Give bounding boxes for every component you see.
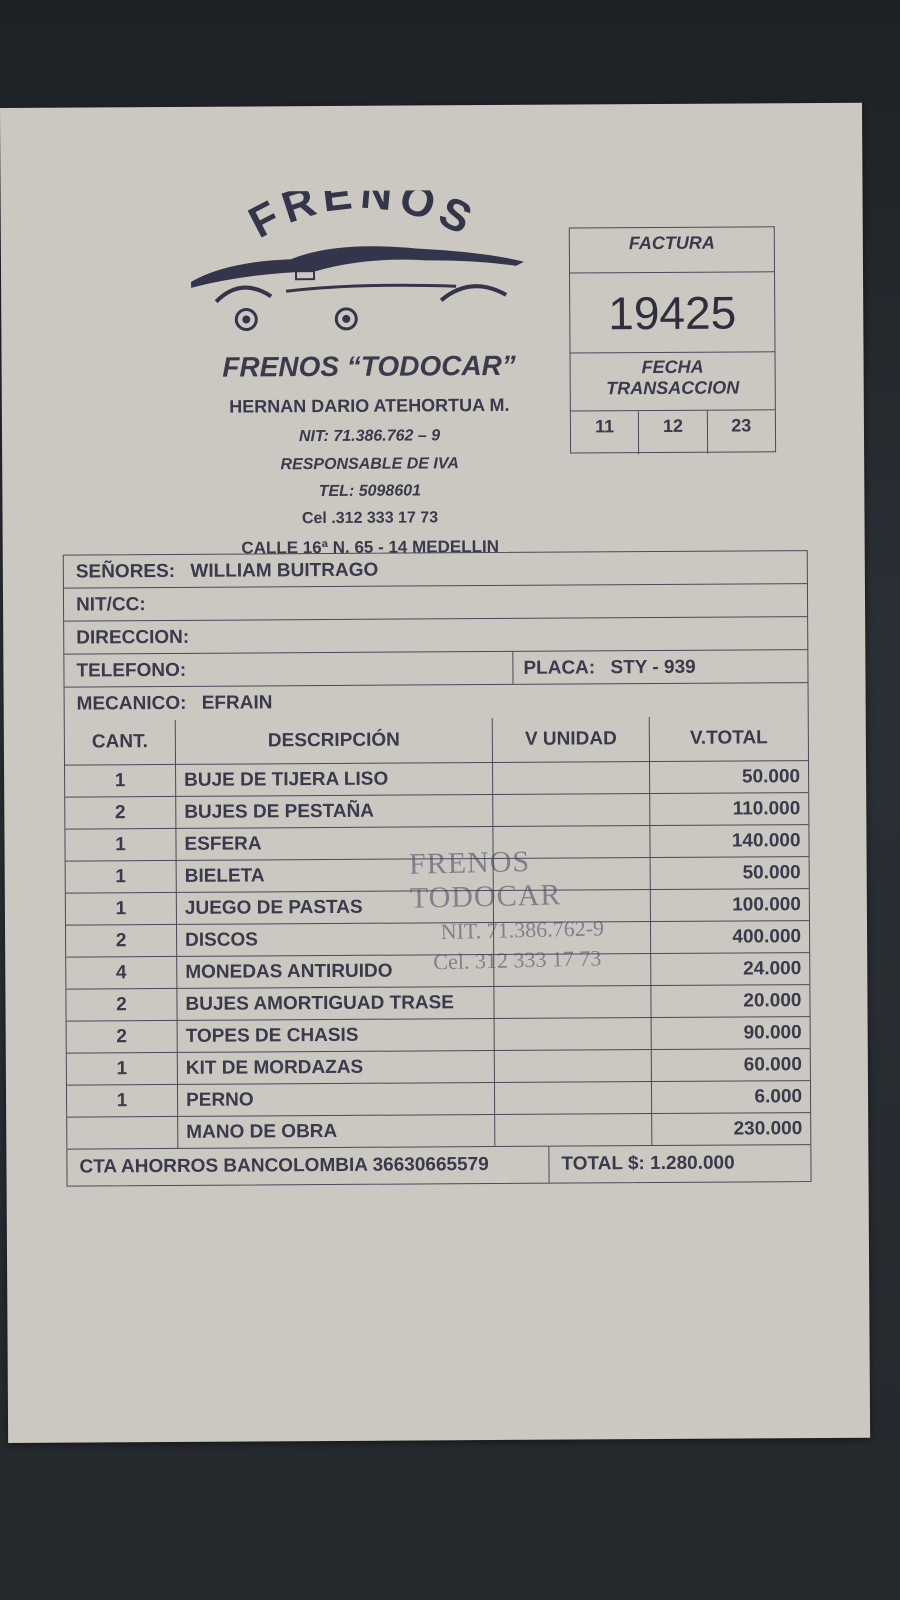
table-row — [67, 1081, 810, 1118]
stamp-company: FRENOS TODOCAR — [408, 845, 562, 915]
row-unit-price — [494, 1050, 651, 1083]
row-qty: 2 — [66, 988, 177, 1021]
row-qty: 1 — [67, 1052, 178, 1085]
row-unit-price — [493, 762, 650, 795]
shop-name: FRENOS “TODOCAR” — [222, 349, 516, 383]
row-total: 230.000 — [652, 1113, 811, 1146]
table-row — [65, 761, 808, 798]
customer-nit-row — [64, 584, 807, 622]
table-row — [67, 1049, 810, 1086]
table-row — [67, 1017, 810, 1054]
row-unit-price — [494, 1082, 651, 1115]
row-total: 90.000 — [651, 1017, 810, 1050]
row-description: BUJES AMORTIGUAD TRASE — [177, 986, 494, 1020]
row-unit-price — [495, 1114, 652, 1147]
row-description: TOPES DE CHASIS — [177, 1018, 494, 1052]
svg-text:FRENOS — [241, 190, 485, 248]
placa-label: PLACA: — [523, 657, 596, 679]
row-description: BUJES DE PESTAÑA — [176, 795, 493, 829]
transaccion-label: TRANSACCION — [606, 377, 740, 399]
company-stamp — [408, 842, 681, 975]
row-description: BUJE DE TIJERA LISO — [176, 763, 493, 797]
telefono-label: TELEFONO: — [76, 659, 187, 682]
mecanico-label: MECANICO: — [76, 692, 187, 715]
row-qty: 1 — [67, 1084, 178, 1117]
row-unit-price — [494, 1018, 651, 1051]
row-qty: 1 — [66, 892, 177, 925]
row-description: KIT DE MORDAZAS — [177, 1050, 494, 1084]
stamp-cel: Cel. 312 333 17 73 — [433, 945, 602, 975]
invoice-title: FACTURA — [570, 227, 774, 273]
row-qty: 1 — [66, 860, 177, 893]
row-total: 24.000 — [651, 953, 810, 986]
placa-value: STY - 939 — [610, 656, 696, 679]
table-row — [65, 793, 808, 830]
header-unit-price: V UNIDAD — [492, 717, 649, 762]
row-qty: 2 — [67, 1020, 178, 1053]
row-total: 140.000 — [650, 825, 809, 858]
shop-nit: NIT: 71.386.762 – 9 — [298, 427, 441, 446]
row-description: MANO DE OBRA — [178, 1114, 495, 1148]
row-qty: 1 — [65, 828, 176, 861]
row-unit-price — [493, 794, 650, 827]
shop-address: CALLE 16ª N. 65 - 14 MEDELLIN — [241, 536, 500, 558]
fecha-label: FECHA — [641, 356, 704, 378]
shop-cell: Cel .312 333 17 73 — [301, 509, 439, 528]
row-total: 50.000 — [650, 857, 809, 890]
invoice-footer — [67, 1145, 810, 1186]
senores-label: SEÑORES: — [75, 560, 176, 583]
row-unit-price — [494, 986, 651, 1019]
row-description: JUEGO DE PASTAS — [176, 891, 493, 925]
row-total: 400.000 — [650, 921, 809, 954]
row-total: 50.000 — [650, 761, 809, 794]
items-header-row — [65, 716, 808, 765]
row-description: MONEDAS ANTIRUIDO — [177, 955, 494, 989]
invoice-number: 19425 — [570, 272, 774, 353]
row-qty: 4 — [66, 956, 177, 989]
row-qty — [67, 1116, 178, 1149]
row-description: ESFERA — [176, 827, 493, 861]
date-day: 11 — [571, 411, 640, 454]
invoice-total: TOTAL $: 1.280.000 — [561, 1152, 735, 1175]
invoice-number-box — [569, 226, 776, 453]
row-description: DISCOS — [176, 923, 493, 957]
owner-name: HERNAN DARIO ATEHORTUA M. — [229, 394, 510, 417]
invoice-paper — [0, 103, 870, 1443]
customer-name: WILLIAM BUITRAGO — [190, 559, 379, 582]
row-total: 60.000 — [651, 1049, 810, 1082]
customer-phone-row — [64, 650, 807, 688]
direccion-label: DIRECCION: — [76, 626, 190, 649]
mechanic-row — [65, 683, 808, 721]
header-total: V.TOTAL — [649, 716, 808, 761]
stamp-nit: NIT. 71.386.762-9 — [440, 915, 605, 945]
row-qty: 1 — [65, 764, 176, 797]
mecanico-value: EFRAIN — [201, 692, 273, 714]
row-qty: 2 — [65, 796, 176, 829]
header-qty: CANT. — [65, 720, 176, 765]
customer-name-row — [64, 551, 807, 589]
header-description: DESCRIPCIÓN — [175, 718, 492, 764]
transaction-date-label — [571, 352, 775, 411]
row-qty: 2 — [66, 924, 177, 957]
logo-word: FRENOS — [241, 189, 485, 248]
row-description: BIELETA — [176, 859, 493, 893]
row-total: 20.000 — [651, 985, 810, 1018]
brand-logo — [186, 190, 537, 342]
date-year: 23 — [731, 415, 752, 436]
table-row — [67, 1113, 810, 1150]
row-total: 100.000 — [650, 889, 809, 922]
customer-address-row — [64, 617, 807, 655]
bank-account: CTA AHORROS BANCOLOMBIA 36630665579 — [67, 1147, 549, 1186]
nit-cc-label: NIT/CC: — [75, 594, 146, 616]
row-total: 6.000 — [651, 1081, 810, 1114]
table-row — [66, 985, 809, 1022]
row-total: 110.000 — [650, 793, 809, 826]
shop-phone: TEL: 5098601 — [318, 482, 422, 501]
tax-status: RESPONSABLE DE IVA — [280, 455, 459, 474]
row-description: PERNO — [177, 1082, 494, 1116]
plate-cell — [512, 651, 695, 684]
transaction-date — [571, 410, 775, 454]
date-month: 12 — [639, 411, 708, 454]
